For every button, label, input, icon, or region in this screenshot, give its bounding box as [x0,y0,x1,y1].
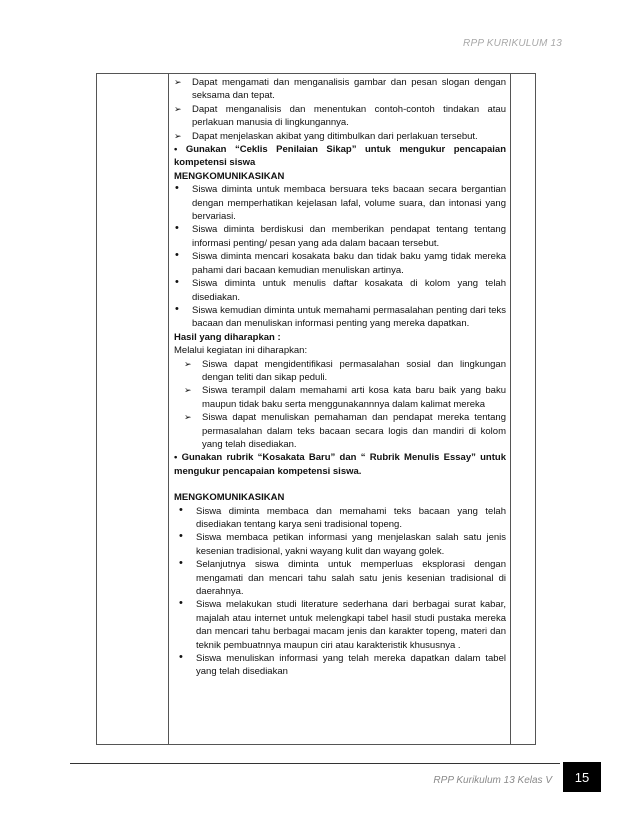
list-item: • Siswa diminta untuk membaca bersuara teks bacaan secara bergantian dengan memperhatikan kejelasan lafal, volume suara, dan intonasi yang bervariasi. [175,182,506,223]
list-item: ➢ Siswa terampil dalam memahami arti kosa kata baru baik yang baku maupun tidak baku serta menggunakannnya dalam kalimat mereka [184,385,506,410]
list-item: ➢ Dapat menganalisis dan menentukan contoh-contoh tindakan atau perlakuan manusia di lingkungannya. [174,103,506,129]
list-item: • Siswa diminta membaca dan memahami teks bacaan yang telah disediakan tentang karya seni tradisional topeng. [179,503,506,530]
column-divider-right [510,74,511,744]
arrow-bullet-icon: ➢ [174,130,182,141]
paragraph: Melalui kegiatan ini diharapkan: [174,345,308,357]
list-item: • Siswa kemudian diminta untuk memahami permasalahan penting dari teks bacaan dan menuliskan informasi penting yang mereka dapatkan. [175,302,506,330]
arrow-bullet-icon: ➢ [174,103,182,114]
list-item: ➢ Dapat mengamati dan menganalisis gambar dan pesan slogan dengan seksama dan tepat. [174,77,506,102]
list-item: • Siswa membaca petikan informasi yang menjelaskan salah satu jenis kesenian tradisional, yakni wayang kulit dan wayang golek. [179,530,506,557]
arrow-bullet-icon: ➢ [184,385,192,396]
spacer [174,478,506,491]
list-item: ➢ Dapat menjelaskan akibat yang ditimbulkan dari perlakuan tersebut. [174,130,478,142]
section-heading: MENGKOMUNIKASIKAN [174,170,285,182]
list-item: • Siswa diminta untuk menulis daftar kosakata di kolom yang telah disediakan. [175,276,506,303]
column-divider-left [168,74,169,744]
footer-divider [70,763,560,764]
bullet-icon: • [179,557,183,570]
lesson-content [174,76,506,679]
list-item: ➢ Siswa dapat mengidentifikasi permasalahan sosial dan lingkungan dengan teliti dan sikap peduli. [184,358,506,383]
bullet-icon: • [175,249,179,262]
arrow-bullet-icon: ➢ [184,412,192,423]
list-item: • Selanjutnya siswa diminta untuk memperluas eksplorasi dengan mengamati dan mencari tahu salah satu jenis kesenian tradisional di daerahnya. [179,557,506,598]
page-number: 15 [563,762,601,792]
list-item: • Siswa melakukan studi literature sederhana dari berbagai surat kabar, majalah atau internet untuk melengkapi tabel hasil studi pustaka mereka dan mencari tahu berbagai macam jenis dan karakter topeng, materi dan teknik pembuatnnya maupun ciri atau karakteristik khususnya . [179,597,506,651]
rubric-note: • Gunakan “Ceklis Penilaian Sikap” untuk mengukur pencapaian kompetensi siswa [174,144,506,169]
bullet-icon: • [179,503,183,516]
bullet-icon: • [175,222,179,235]
list-item: • Siswa diminta mencari kosakata baku dan tidak baku yamg tidak mereka pahami dari bacaan kemudian menuliskan artinya. [175,249,506,276]
arrow-bullet-icon: ➢ [184,358,192,369]
bullet-icon: • [175,276,179,289]
bullet-icon: • [179,530,183,543]
bullet-icon: • [179,651,183,664]
footer-title: RPP Kurikulum 13 Kelas V [433,775,552,786]
page-header-title: RPP KURIKULUM 13 [463,38,562,49]
section-heading: MENGKOMUNIKASIKAN [174,492,285,504]
list-item: • Siswa menuliskan informasi yang telah mereka dapatkan dalam tabel yang telah disediakan [179,651,506,678]
bullet-icon: • [175,302,179,315]
list-item: ➢ Siswa dapat menuliskan pemahaman dan pendapat mereka tentang permasalahan dalam teks bacaan secara logis dan mandiri di kolom yang telah disediakan. [184,412,506,450]
rubric-note: • Gunakan rubrik “Kosakata Baru” dan “ Rubrik Menulis Essay” untuk mengukur pencapaian kompetensi siswa. [174,452,506,477]
section-heading: Hasil yang diharapkan : [174,331,281,343]
bullet-icon: • [179,597,183,610]
lesson-table [96,73,536,745]
bullet-icon: • [175,182,179,195]
list-item: • Siswa diminta berdiskusi dan memberikan pendapat tentang tentang informasi penting/ pesan yang ada dalam bacaan tersebut. [175,222,506,249]
arrow-bullet-icon: ➢ [174,77,182,87]
